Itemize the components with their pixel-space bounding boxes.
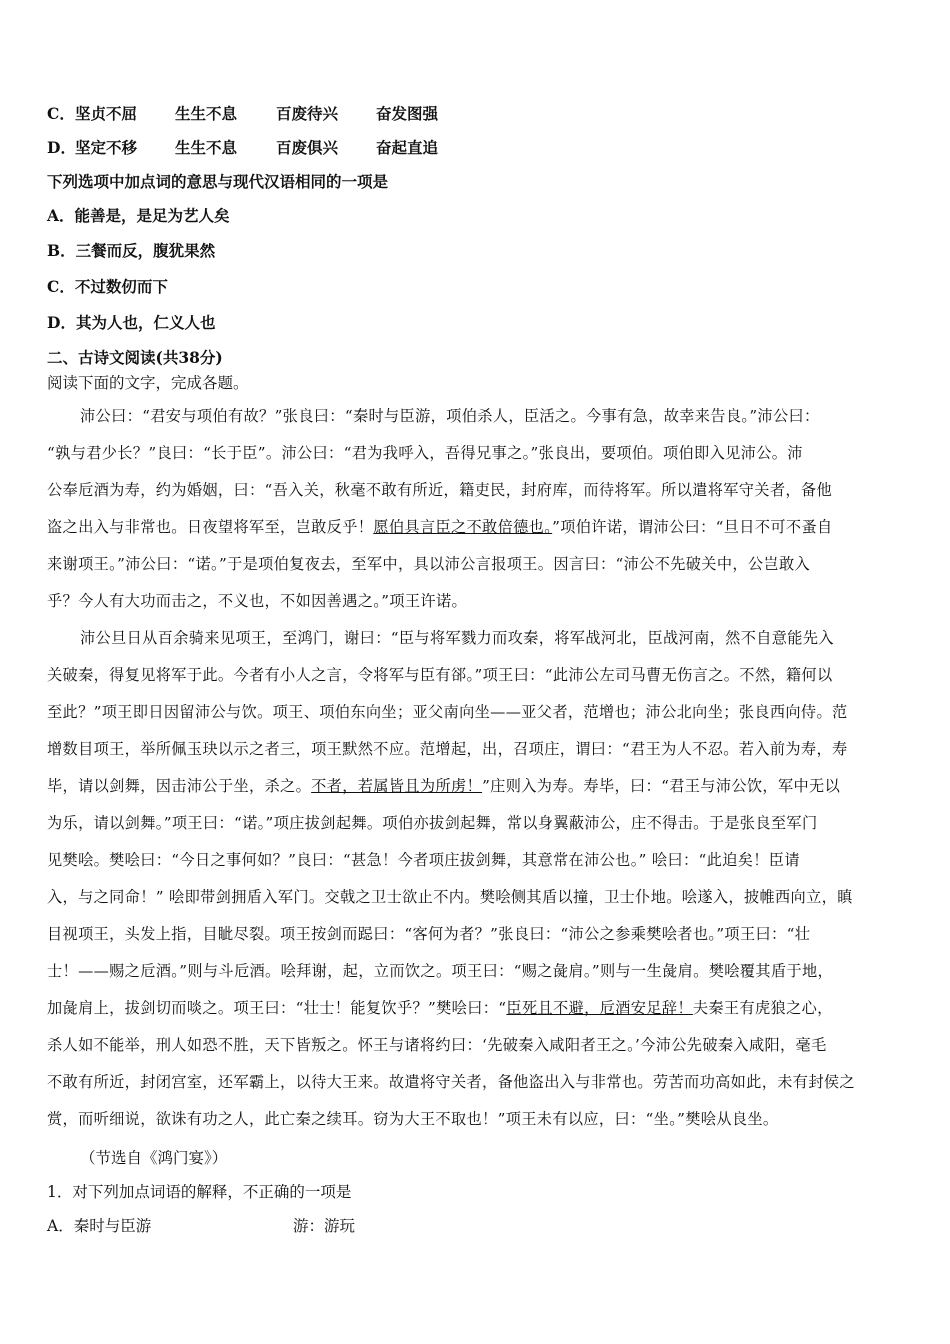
passage-line: 毕，请以剑舞，因击沛公于坐，杀之。不者，若属皆且为所虏！”庄则入为寿。寿毕，曰：“君王与沛公饮，军中无以 [47,777,841,795]
underlined-sentence: 臣死且不避，卮酒安足辞！ [506,999,693,1017]
passage-line: 入，与之同命！” 哙即带剑拥盾入军门。交戟之卫士欲止不内。樊哙侧其盾以撞，卫士仆地。哙遂入，披帷西向立，瞋 [47,888,853,906]
passage-line: 盗之出入与非常也。日夜望将军至，岂敢反乎！愿伯具言臣之不敢倍德也。”项伯许诺，谓沛公曰：“旦日不可不蚤自 [47,518,833,536]
option-word: 生生不息 [175,138,238,157]
passage-line: 加彘肩上，拔剑切而啖之。项王曰：“壮士！能复饮乎？”樊哙曰：“臣死且不避，卮酒安足辞！夫秦王有虎狼之心， [47,999,833,1017]
option-word: 坚定不移 [75,138,138,157]
section-title: 二、古诗文阅读(共38分) [47,348,223,367]
passage-line: 来谢项王。”沛公曰：“诺。”于是项伯复夜去，至军中，具以沛公言报项王。因言曰：“沛公不先破关中，公岂敢入 [47,555,811,573]
option-word: 坚贞不屈 [75,104,138,123]
passage-line: 增数目项王，举所佩玉玦以示之者三，项王默然不应。范增起，出，召项庄，谓曰：“君王为人不忍。若入前为寿，寿 [47,740,848,758]
passage-line: 沛公旦日从百余骑来见项王，至鸿门，谢曰：“臣与将军戮力而攻秦，将军战河北，臣战河南，然不自意能先入 [80,629,834,647]
passage-line: 沛公曰：“君安与项伯有故？”张良曰：“秦时与臣游，项伯杀人，臣活之。今事有急，故幸来告良。”沛公曰： [80,407,820,425]
passage-line: 乎？今人有大功而击之，不义也，不如因善遇之。”项王许诺。 [47,592,468,610]
choice-a: A．能善是，是足为艺人矣 [47,206,230,225]
choice-d: D．其为人也，仁义人也 [47,313,216,332]
passage-line: 至此？”项王即日因留沛公与饮。项王、项伯东向坐；亚父南向坐——亚父者，范增也；沛公北向坐；张良西向侍。范 [47,703,848,721]
option-word: 奋起直追 [376,138,439,157]
passage-line: “孰与君少长？”良曰：“长于臣”。沛公曰：“君为我呼入，吾得兄事之。”张良出，要项伯。项伯即入见沛公。沛 [47,444,803,462]
passage-line: 为乐，请以剑舞。”项王曰：“诺。”项庄拔剑起舞。项伯亦拔剑起舞，常以身翼蔽沛公，庄不得击。于是张良至军门 [47,814,818,832]
choice-b: B．三餐而反，腹犹果然 [47,241,216,260]
passage-line: 见樊哙。樊哙曰：“今日之事何如？”良曰：“甚急！今者项庄拔剑舞，其意常在沛公也。” 哙曰：“此迫矣！臣请 [47,851,800,869]
section-instruction: 阅读下面的文字，完成各题。 [47,374,249,392]
passage-line: 士！——赐之卮酒。”则与斗卮酒。哙拜谢，起，立而饮之。项王曰：“赐之彘肩。”则与一生彘肩。樊哙覆其盾于地， [47,962,834,980]
option-letter: C． [47,104,75,123]
passage-line: 目视项王，头发上指，目眦尽裂。项王按剑而跽曰：“客何为者？”张良曰：“沛公之参乘樊哙者也。”项王曰：“壮 [47,925,811,943]
option-word: 百废俱兴 [276,138,339,157]
passage-line: 不敢有所近，封闭宫室，还军霸上，以待大王来。故遣将守关者，备他盗出入与非常也。劳苦而功高如此，未有封侯之 [47,1073,855,1091]
option-word: 奋发图强 [376,104,439,123]
passage-line: 赏，而听细说，欲诛有功之人，此亡秦之续耳。窃为大王不取也！”项王未有以应，曰：“坐。”樊哙从良坐。 [47,1110,779,1128]
option-letter: D． [47,138,76,157]
option-word: 生生不息 [175,104,238,123]
underlined-sentence: 不者，若属皆且为所虏！ [311,777,483,795]
question-1-stem: 1．对下列加点词语的解释，不正确的一项是 [47,1183,352,1201]
option-text: A．秦时与臣游 [47,1217,152,1235]
passage-line: 公奉卮酒为寿，约为婚姻，曰：“吾入关，秋毫不敢有所近，籍吏民，封府库，而待将军。所以遣将军守关者，备他 [47,481,832,499]
underlined-sentence: 愿伯具言臣之不敢倍德也。 [373,518,553,536]
option-word: 百废待兴 [276,104,339,123]
passage-line: 关破秦，得复见将军于此。今者有小人之言，令将军与臣有郤。”项王曰：“此沛公左司马曹无伤言之。不然，籍何以 [47,666,833,684]
question-stem: 下列选项中加点词的意思与现代汉语相同的一项是 [47,172,389,191]
passage-line: 杀人如不能举，刑人如恐不胜，天下皆叛之。怀王与诸将约曰：‘先破秦入咸阳者王之。’今沛公先破秦入咸阳，毫毛 [47,1036,827,1054]
choice-c: C．不过数仞而下 [47,277,168,296]
option-gloss: 游：游玩 [293,1217,356,1235]
passage-source: （节选自《鸿门宴》） [80,1149,228,1167]
